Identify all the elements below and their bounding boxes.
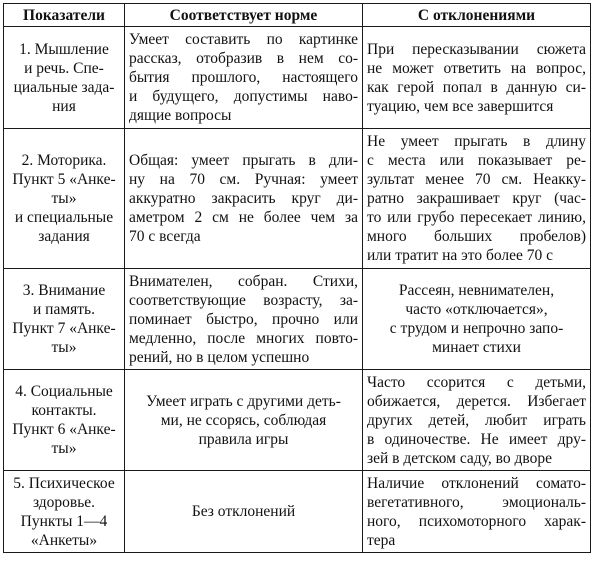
header-deviations: С отклонениями [363, 4, 591, 27]
indicator-cell: 3. Внимание и память. Пункт 7 «Анке- ты» [4, 269, 125, 370]
table-row-motor-skills [4, 129, 591, 269]
norm-cell: Общая: умеет прыгать в дли- ну на 70 см. Ручная: умеет аккуратно закрасить круг ди- аметром 2 см не более чем за 70 с всегда [125, 129, 363, 269]
deviation-cell: Наличие отклонений сомато- вегетативного, эмоциональ- ного, психомоторного харак- тера [363, 471, 591, 553]
development-indicators-table [3, 3, 591, 553]
norm-cell: Внимателен, собран. Стихи, соответствующие возрасту, за- поминает быстро, прочно или медленно, после многих повто- рений, но в целом успешно [125, 269, 363, 370]
indicator-cell: 1. Мышление и речь. Спе- циальные зада- ния [4, 27, 125, 129]
norm-cell: Без отклонений [125, 471, 363, 553]
header-norm: Соответствует норме [125, 4, 363, 27]
indicator-cell: 4. Социальные контакты. Пункт 6 «Анке- ты» [4, 370, 125, 471]
norm-cell: Умеет играть с другими деть- ми, не ссорясь, соблюдая правила игры [125, 370, 363, 471]
norm-cell: Умеет составить по картинке рассказ, отобразив в нем со- бытия прошлого, настоящего и будущего, допустимы наво- дящие вопросы [125, 27, 363, 129]
table-row-mental-health [4, 471, 591, 553]
deviation-cell: Рассеян, невнимателен, часто «отключается», с трудом и непрочно запо- минает стихи [363, 269, 591, 370]
table-row-attention-memory [4, 269, 591, 370]
table-header-row [4, 4, 591, 27]
deviation-cell: Часто ссорится с детьми, обижается, дерется. Избегает других детей, любит играть в одиночестве. Не имеет дру- зей в детском саду, во дворе [363, 370, 591, 471]
indicator-cell: 2. Моторика. Пункт 5 «Анке- ты» и специальные задания [4, 129, 125, 269]
indicator-cell: 5. Психическое здоровье. Пункты 1—4 «Анкеты» [4, 471, 125, 553]
deviation-cell: Не умеет прыгать в длину с места или показывает ре- зультат менее 70 см. Неакку- ратно закрашивает круг (час- то или грубо пересекает линию, много больших пробелов) или тратит на это более 70 с [363, 129, 591, 269]
table-row-social-contacts [4, 370, 591, 471]
table-row-thinking-speech [4, 27, 591, 129]
header-indicators: Показатели [4, 4, 125, 27]
deviation-cell: При пересказывании сюжета не может ответить на вопрос, как герой попал в данную си- туацию, чем все завершится [363, 27, 591, 129]
